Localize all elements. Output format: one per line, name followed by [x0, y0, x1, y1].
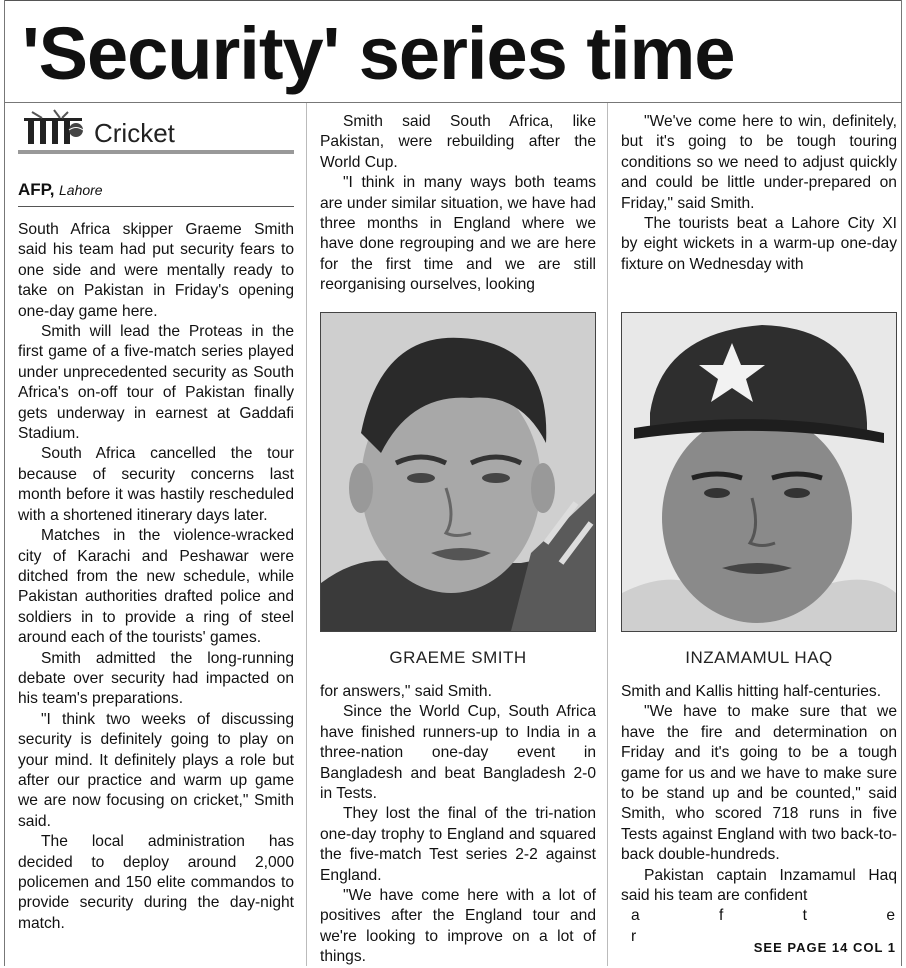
paragraph: The local administration has decided to deploy around 2,000 policemen and 150 elite commandos to provide security during the day-night match.	[18, 833, 294, 932]
frame-right-rule	[901, 0, 902, 966]
paragraph: "I think two weeks of discussing security is definitely going to play on your mind. It definitely plays a role but after our practice and warm up game we are now focusing on cricket," Smith said.	[18, 710, 294, 830]
paragraph: a f t e r	[631, 907, 897, 945]
paragraph: The tourists beat a Lahore City XI by eight wickets in a warm-up one-day fixture on Wednesday with	[621, 215, 897, 273]
continued-jump-line: SEE PAGE 14 COL 1	[753, 940, 896, 955]
section-logo	[18, 108, 294, 154]
byline	[18, 180, 103, 200]
article-column-2-top	[320, 112, 596, 296]
byline-agency: AFP,	[18, 180, 55, 199]
paragraph: Smith will lead the Proteas in the first game of a five-match series played under unprecedented security as South Africa's on-off tour of Pakistan finally gets underway in earnest at Gaddafi Stadium.	[18, 323, 294, 443]
byline-rule	[18, 206, 294, 207]
paragraph: They lost the final of the tri-nation one-day trophy to England and squared the five-match Test series 2-2 against England.	[320, 805, 596, 884]
headline: 'Security' series time	[22, 12, 735, 95]
section-rule	[18, 150, 294, 154]
column-rule	[306, 103, 307, 966]
byline-location: Lahore	[59, 182, 103, 198]
paragraph: Smith and Kallis hitting half-centuries.	[621, 683, 882, 700]
photo-caption-right: INZAMAMUL HAQ	[685, 648, 833, 667]
article-column-1	[18, 220, 294, 934]
paragraph: South Africa cancelled the tour because of security concerns last month before it was hastily rescheduled with a shortened itinerary days later.	[18, 445, 294, 524]
portrait-illustration	[321, 313, 595, 631]
paragraph: Smith admitted the long-running debate over security had impacted on his team's preparations.	[18, 649, 294, 708]
paragraph: "We have to make sure that we have the fire and determination on Friday and it's going to be a tough game for us and we have to make sure to be stand up and be counted," said Smith, who scored 718 runs in five Tests against England with two back-to-back double-hundreds.	[621, 703, 897, 864]
column-rule	[607, 103, 608, 966]
paragraph: South Africa skipper Graeme Smith said his team had put security fears to one side and were mentally ready to take on Pakistan in Friday's opening one-day game here.	[18, 221, 294, 320]
photo-caption-left: GRAEME SMITH	[389, 648, 527, 667]
section-label: Cricket	[94, 118, 175, 148]
paragraph: Smith said South Africa, like Pakistan, were rebuilding after the World Cup.	[320, 113, 596, 171]
paragraph: for answers," said Smith.	[320, 683, 492, 700]
photo-inzamamul-haq	[621, 312, 897, 632]
paragraph: "We have come here with a lot of positives after the England tour and we're looking to improve on a lot of things.	[320, 887, 596, 966]
headline-rule	[4, 102, 902, 103]
paragraph: Since the World Cup, South Africa have finished runners-up to India in a three-nation one-day event in Bangladesh and beat Bangladesh 2-0 in Tests.	[320, 703, 596, 803]
article-column-2-bottom	[320, 682, 596, 968]
paragraph: "I think in many ways both teams are under similar situation, we have had three months in England where we have done regrouping and we are here for the first time and we are still reorganising ourselves, looking	[320, 174, 596, 294]
article-column-3-top	[621, 112, 897, 275]
paragraph: "We've come here to win, definitely, but it's going to be tough touring conditions so we need to adjust quickly and could be little under-prepared on Friday," said Smith.	[621, 113, 897, 212]
photo-graeme-smith	[320, 312, 596, 632]
frame-top-rule	[4, 0, 902, 1]
paragraph: Matches in the violence-wracked city of Karachi and Peshawar were ditched from the new schedule, while Pakistan authorities drafted police and soldiers in to provide a ring of steel around each of the tourists' games.	[18, 527, 294, 647]
cricket-stumps-icon	[18, 108, 88, 148]
article-column-3-bottom	[621, 682, 897, 947]
portrait-illustration	[622, 313, 896, 631]
paragraph: Pakistan captain Inzamamul Haq said his team are confident	[621, 866, 897, 905]
frame-left-rule	[4, 0, 5, 966]
